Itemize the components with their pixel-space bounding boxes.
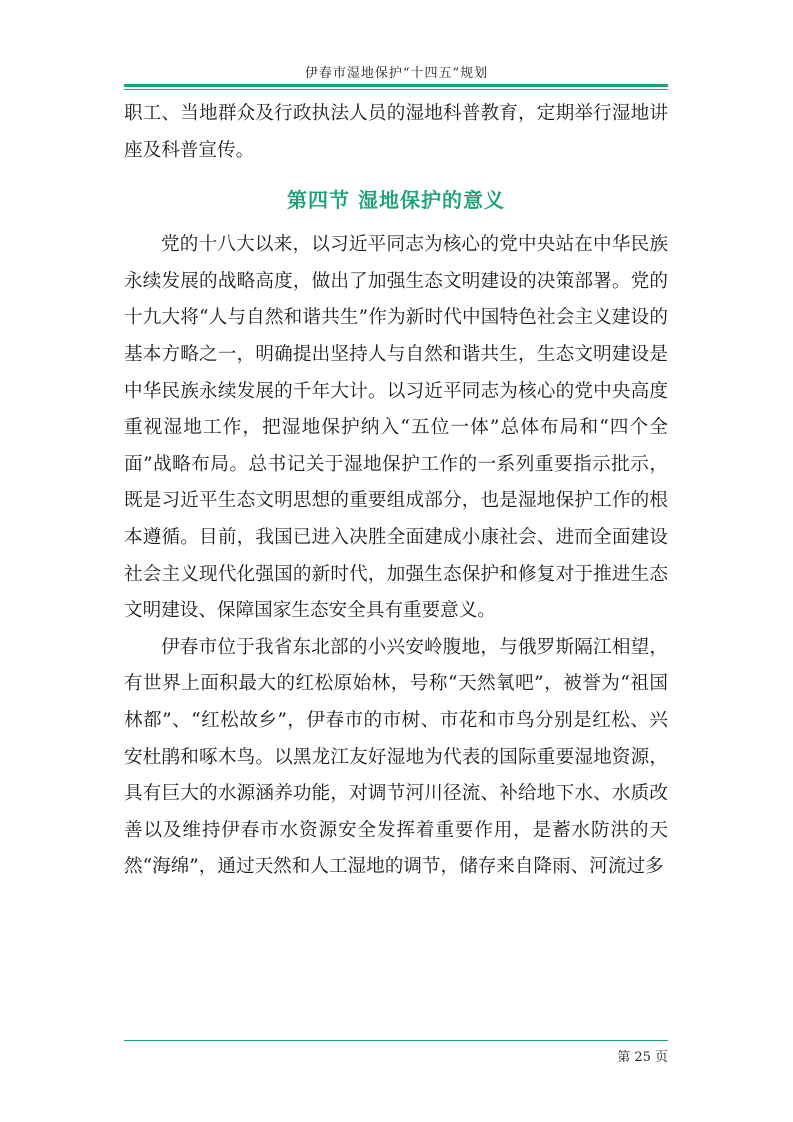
header-title: 伊春市湿地保护“十四五”规划 <box>304 66 489 81</box>
intro-paragraph: 职工、当地群众及行政执法人员的湿地科普教育，定期举行湿地讲座及科普宣传。 <box>124 103 668 161</box>
section-title: 第四节 湿地保护的意义 <box>287 188 505 213</box>
document-body <box>124 96 668 886</box>
page-number: 第 25 页 <box>617 1050 668 1065</box>
paragraph-yichun: 伊春市位于我省东北部的小兴安岭腹地，与俄罗斯隔江相望，有世界上面积最大的红松原始林，号称“天然氧吧”，被誉为“祖国林都”、“红松故乡”，伊春市的市树、市花和市鸟分别是红松、兴安杜鹃和啄木鸟。以黑龙江友好湿地为代表的国际重要湿地资源，具有巨大的水源涵养功能，对调节河川径流、补给地下水、水质改善以及维持伊春市水资源安全发挥着重要作用，是蓄水防洪的天然“海绵”，通过天然和人工湿地的调节，储存来自降雨、河流过多 <box>124 636 668 878</box>
header-rule-thick <box>124 84 668 87</box>
paragraph-significance: 党的十八大以来，以习近平同志为核心的党中央站在中华民族永续发展的战略高度，做出了加强生态文明建设的决策部署。党的十九大将“人与自然和谐共生”作为新时代中国特色社会主义建设的基本方略之一，明确提出坚持人与自然和谐共生，生态文明建设是中华民族永续发展的千年大计。以习近平同志为核心的党中央高度重视湿地工作，把湿地保护纳入“五位一体”总体布局和“四个全面”战略布局。总书记关于湿地保护工作的一系列重要指示批示，既是习近平生态文明思想的重要组成部分，也是湿地保护工作的根本遵循。目前，我国已进入决胜全面建成小康社会、进而全面建设社会主义现代化强国的新时代，加强生态保护和修复对于推进生态文明建设、保障国家生态安全具有重要意义。 <box>124 234 668 622</box>
header-rule-thin <box>124 89 668 90</box>
footer-rule <box>124 1040 668 1041</box>
